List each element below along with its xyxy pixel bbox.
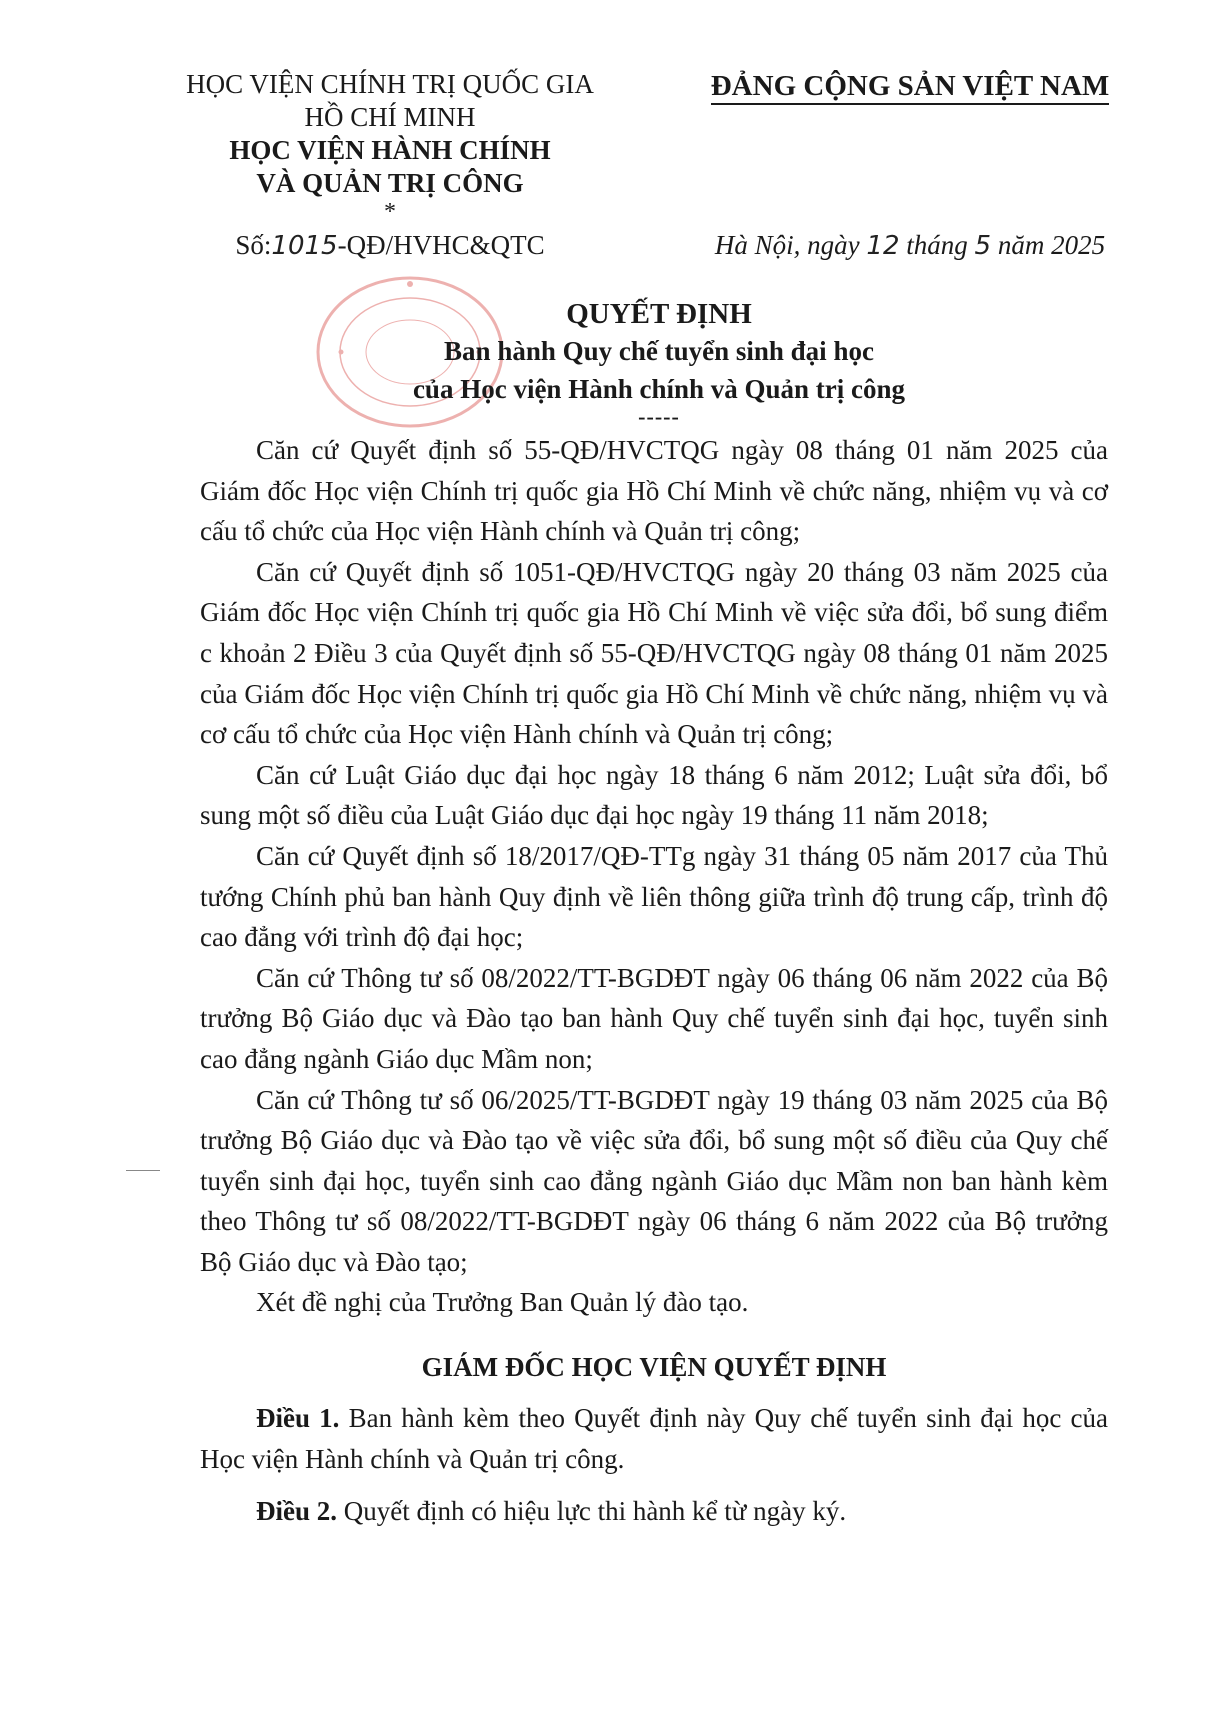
party-header: [690, 68, 1130, 104]
preamble-paragraph: Căn cứ Thông tư số 08/2022/TT-BGDĐT ngày 06 tháng 06 năm 2022 của Bộ trưởng Bộ Giáo dục và Đào tạo ban hành Quy chế tuyển sinh đại học, tuyển sinh cao đẳng ngành Giáo dục Mầm non;: [200, 962, 1108, 1074]
doc-no-prefix: Số:: [235, 230, 272, 260]
parent-org-line1: HỌC VIỆN CHÍNH TRỊ QUỐC GIA: [186, 69, 594, 99]
parent-org-line2: HỒ CHÍ MINH: [304, 102, 476, 132]
decision-heading: GIÁM ĐỐC HỌC VIỆN QUYẾT ĐỊNH: [421, 1352, 887, 1382]
margin-mark: [126, 1170, 160, 1171]
preamble: [200, 430, 1108, 1323]
date-month-handwritten: 5: [974, 231, 992, 261]
article-text: Ban hành kèm theo Quyết định này Quy chế tuyển sinh đại học của Học viện Hành chính và Quản trị công.: [200, 1403, 1108, 1474]
preamble-paragraph: Căn cứ Thông tư số 06/2025/TT-BGDĐT ngày 19 tháng 03 năm 2025 của Bộ trưởng Bộ Giáo dục và Đào tạo về việc sửa đổi, bổ sung một số điều của Quy chế tuyển sinh đại học, tuyển sinh cao đẳng ngành Giáo dục Mầm non ban hành kèm theo Thông tư số 08/2022/TT-BGDĐT ngày 06 tháng 6 năm 2022 của Bộ trưởng Bộ Giáo dục và Đào tạo;: [200, 1084, 1108, 1277]
date-month-label: tháng: [906, 230, 968, 260]
date-prefix: Hà Nội, ngày: [714, 230, 860, 260]
decision-subject-line1: Ban hành Quy chế tuyển sinh đại học: [444, 336, 874, 366]
doc-no-suffix: -QĐ/HVHC&QTC: [337, 230, 545, 260]
decision-subject-line2: của Học viện Hành chính và Quản trị công: [412, 374, 906, 404]
preamble-paragraph: Căn cứ Quyết định số 55-QĐ/HVCTQG ngày 08 tháng 01 năm 2025 của Giám đốc Học viện Chính trị quốc gia Hồ Chí Minh về chức năng, nhiệm vụ và cơ cấu tổ chức của Học viện Hành chính và Quản trị công;: [200, 435, 1108, 547]
title-separator: -----: [638, 404, 680, 429]
preamble-paragraph: Căn cứ Luật Giáo dục đại học ngày 18 tháng 6 năm 2012; Luật sửa đổi, bổ sung một số điều của Luật Giáo dục đại học ngày 19 tháng 11 năm 2018;: [200, 759, 1108, 831]
preamble-paragraph: Căn cứ Quyết định số 18/2017/QĐ-TTg ngày 31 tháng 05 năm 2017 của Thủ tướng Chính phủ ban hành Quy định về liên thông giữa trình độ trung cấp, trình độ cao đẳng với trình độ đại học;: [200, 840, 1108, 953]
article-1: [200, 1398, 1108, 1479]
date-year: năm 2025: [997, 230, 1106, 260]
article-text: Quyết định có hiệu lực thi hành kể từ ngày ký.: [337, 1496, 847, 1527]
article-label: Điều 1.: [256, 1403, 340, 1433]
issuing-org-line2: VÀ QUẢN TRỊ CÔNG: [256, 168, 524, 198]
date-day-handwritten: 12: [866, 231, 900, 261]
doc-no-handwritten: 1015: [271, 231, 338, 261]
preamble-paragraph: Căn cứ Quyết định số 1051-QĐ/HVCTQG ngày 20 tháng 03 năm 2025 của Giám đốc Học viện Chính trị quốc gia Hồ Chí Minh về việc sửa đổi, bổ sung điểm c khoản 2 Điều 3 của Quyết định số 55-QĐ/HVCTQG ngày 08 tháng 01 năm 2025 của Giám đốc Học viện Chính trị quốc gia Hồ Chí Minh về chức năng, nhiệm vụ và cơ cấu tổ chức của Học viện Hành chính và Quản trị công;: [200, 556, 1108, 750]
articles: [200, 1398, 1108, 1544]
preamble-paragraph: Xét đề nghị của Trưởng Ban Quản lý đào tạo.: [256, 1287, 749, 1318]
decision-title-block: [200, 296, 1118, 429]
issuing-organization: [165, 68, 615, 225]
party-name: ĐẢNG CỘNG SẢN VIỆT NAM: [711, 70, 1110, 105]
article-label: Điều 2.: [256, 1496, 337, 1527]
separator-star: *: [384, 199, 396, 225]
decision-title: QUYẾT ĐỊNH: [566, 298, 752, 330]
issue-date: [690, 230, 1130, 261]
document-number: [165, 230, 615, 261]
issuing-org-line1: HỌC VIỆN HÀNH CHÍNH: [229, 135, 551, 165]
article-2: [200, 1491, 1108, 1532]
